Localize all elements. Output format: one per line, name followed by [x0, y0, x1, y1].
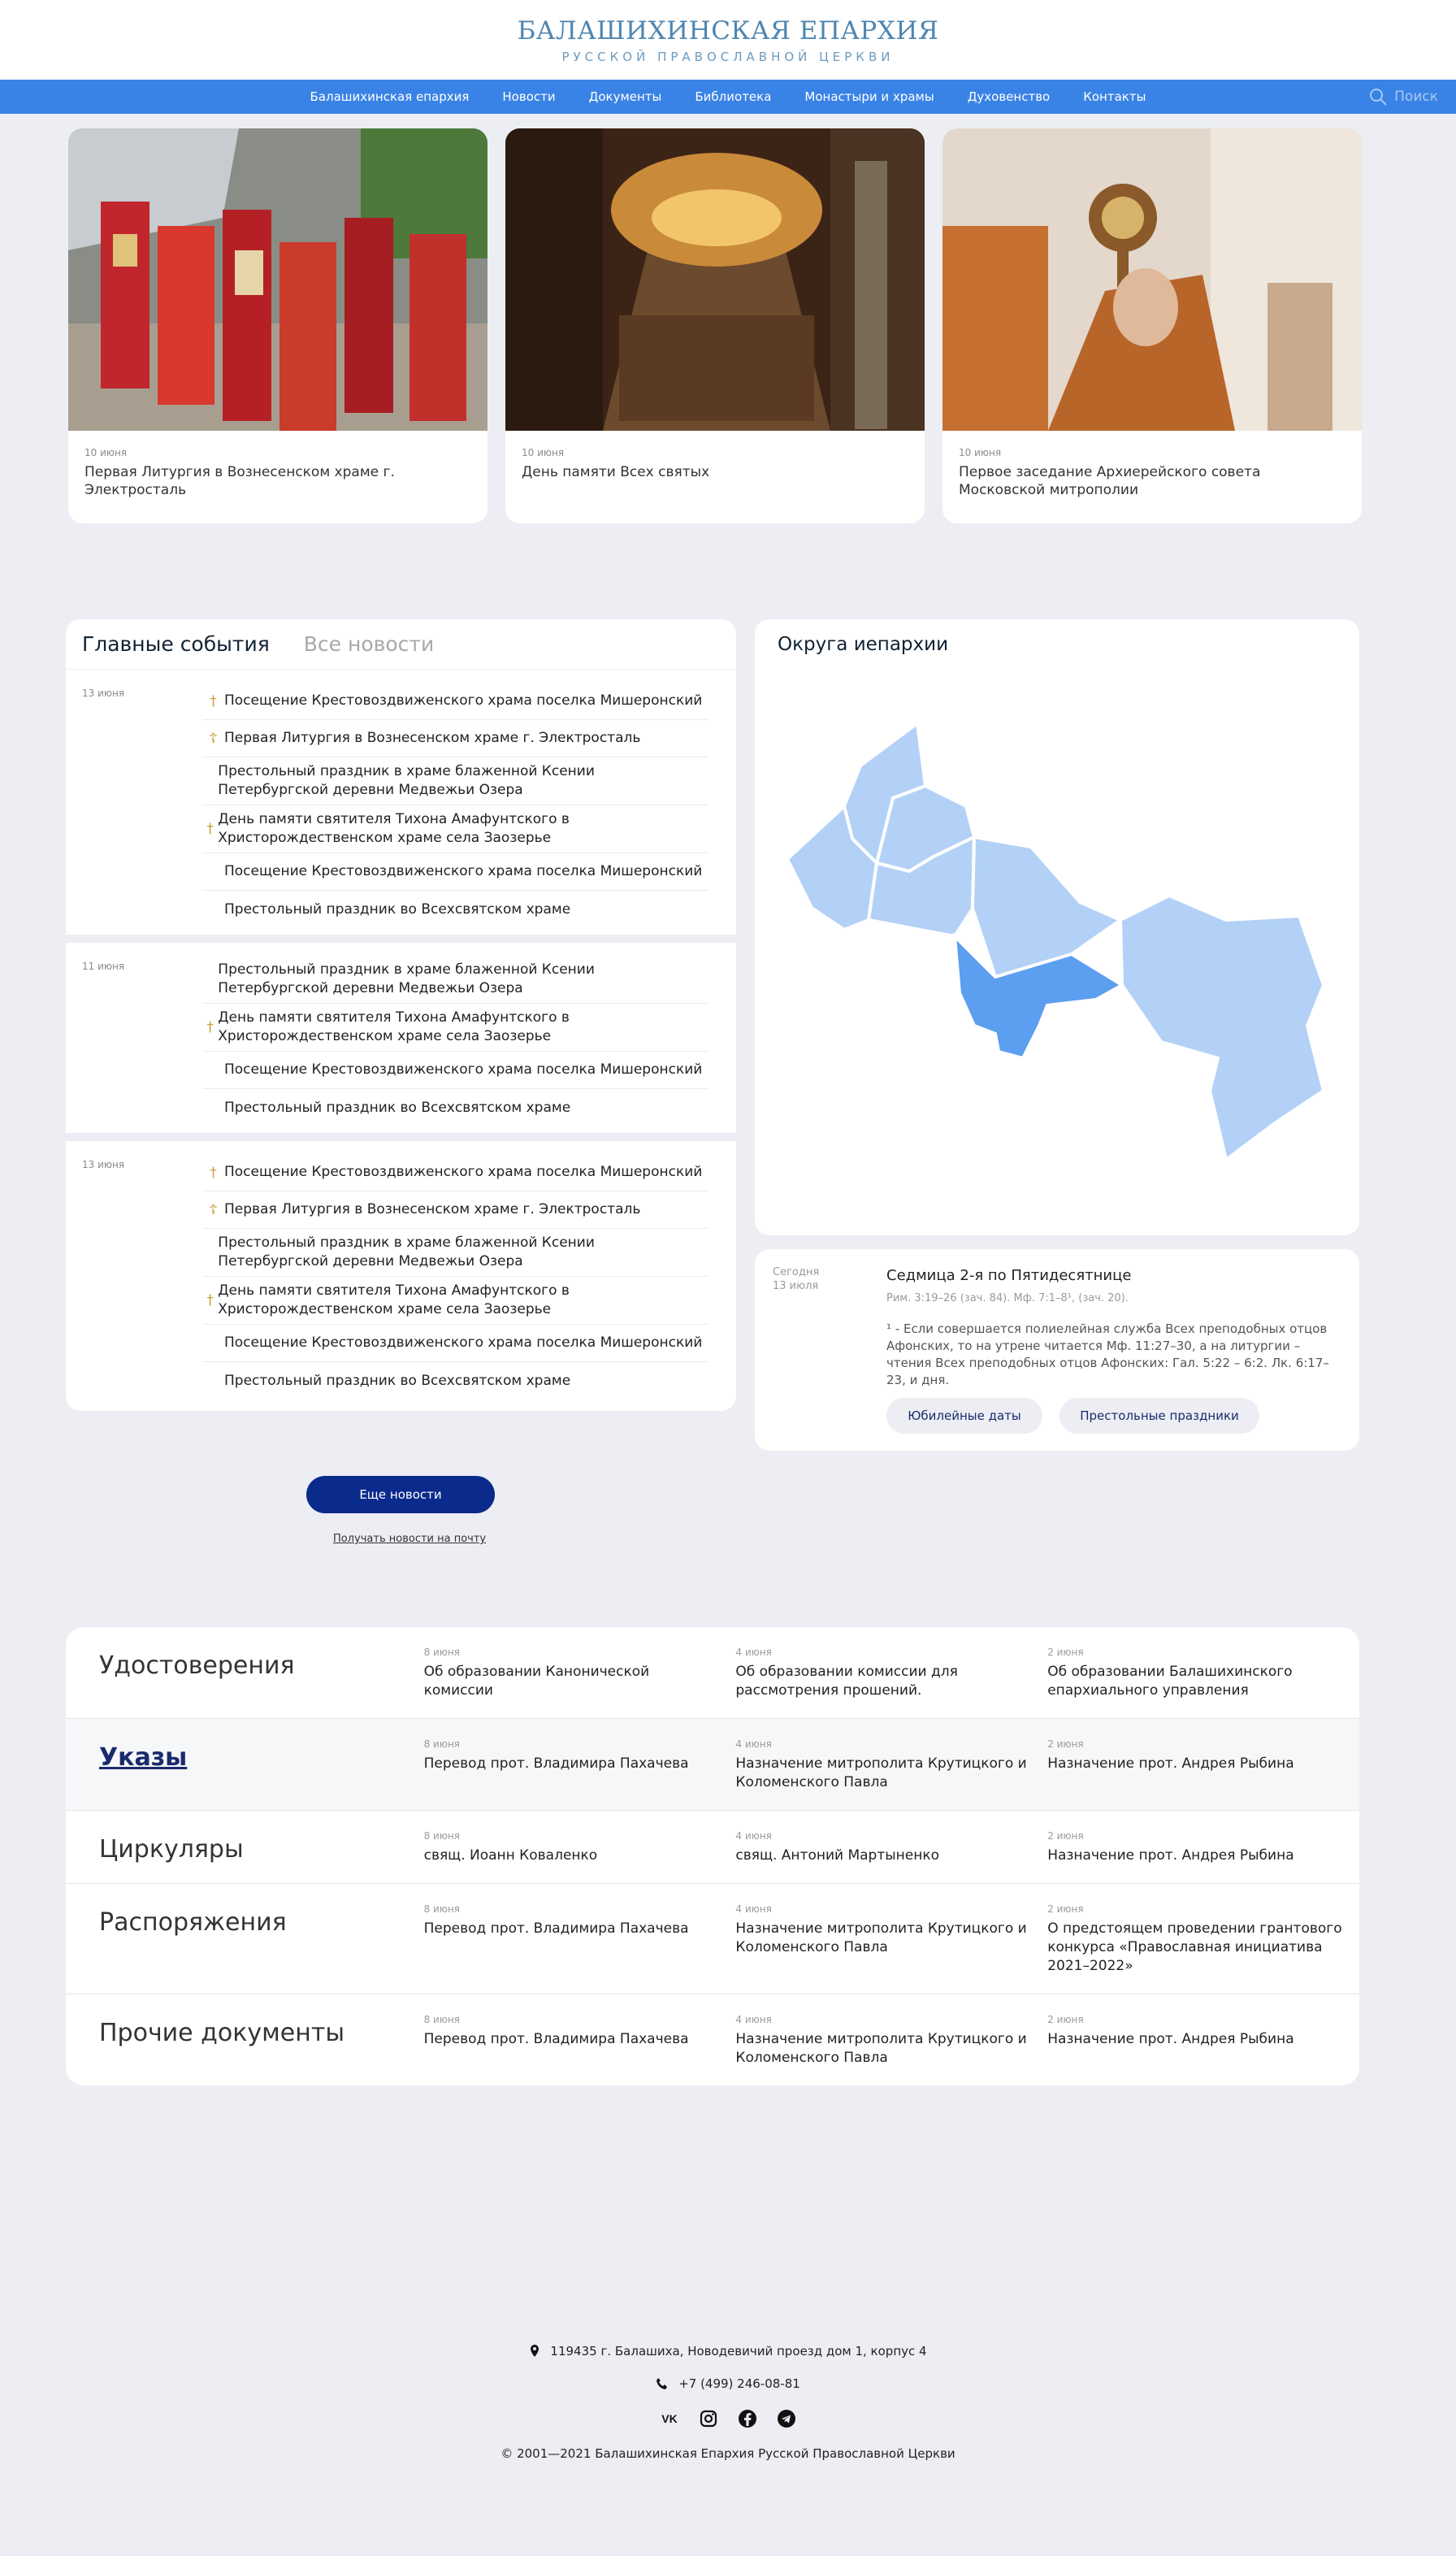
document-category-row [66, 1994, 1359, 2085]
event-item[interactable] [202, 720, 708, 757]
event-item-text[interactable]: Посещение Крестовоздвиженского храма поселка Мишеронский [224, 692, 703, 709]
events-list [202, 683, 708, 928]
document-date: 4 июня [735, 2014, 772, 2025]
patronal-feasts-button[interactable]: Престольные праздники [1060, 1398, 1259, 1434]
events-tabs [66, 619, 736, 670]
document-date: 4 июня [735, 1647, 772, 1658]
document-category-row [66, 1719, 1359, 1811]
event-item-text[interactable]: Престольный праздник в храме блаженной Ксении Петербургской деревни Медвежьи Озера [218, 961, 595, 996]
calendar-readings: Рим. 3:19–26 (зач. 84). Мф. 7:1–8¹, (зач. 20). [886, 1292, 1129, 1304]
document-date: 4 июня [735, 1830, 772, 1842]
document-title[interactable]: Перевод прот. Владимира Пахачева [423, 1920, 689, 1937]
tab-main-events[interactable]: Главные события [82, 632, 270, 656]
more-news-button[interactable]: Еще новости [306, 1476, 495, 1513]
document-title[interactable]: Об образовании Канонической комиссии [423, 1664, 650, 1699]
telegram-icon[interactable] [777, 2409, 796, 2428]
document-category-row [66, 1811, 1359, 1884]
vk-icon[interactable] [660, 2409, 679, 2428]
events-list [202, 1154, 708, 1400]
news-card-date: 10 июня [84, 447, 128, 458]
events-day-date: 13 июня [82, 1159, 125, 1170]
social-links [0, 2409, 1456, 2428]
event-item[interactable] [202, 1277, 708, 1325]
event-item-text[interactable]: День памяти святителя Тихона Амафунтского в Христорождественском храме села Заозерье [218, 811, 570, 846]
document-item[interactable] [1047, 2014, 1359, 2068]
event-item-text[interactable]: День памяти святителя Тихона Амафунтского в Христорождественском храме села Заозерье [218, 1009, 570, 1044]
footer-address [0, 2344, 1456, 2359]
event-item[interactable] [202, 1154, 708, 1191]
event-item-text[interactable]: Посещение Крестовоздвиженского храма поселка Мишеронский [224, 1334, 703, 1351]
document-title[interactable]: свящ. Антоний Мартыненко [735, 1847, 940, 1864]
cross-icon: ☦ [208, 730, 219, 747]
document-title[interactable]: Об образовании комиссии для рассмотрения прошений. [735, 1664, 958, 1699]
event-item[interactable] [202, 1362, 708, 1400]
document-item[interactable] [1047, 1647, 1359, 1700]
document-item[interactable] [424, 1903, 736, 1976]
document-item[interactable] [424, 1738, 736, 1792]
document-title[interactable]: Назначение митрополита Крутицкого и Коломенского Павла [735, 1920, 1027, 1955]
document-item[interactable] [1047, 1903, 1359, 1976]
news-card-title[interactable]: Первое заседание Архиерейского совета Московской митрополии [959, 464, 1261, 498]
site-title[interactable]: БАЛАШИХИНСКАЯ ЕПАРХИЯ [517, 15, 939, 46]
cross-icon: † [206, 1292, 214, 1308]
cross-icon: ☦ [208, 1201, 219, 1218]
event-item[interactable] [202, 757, 708, 805]
footer-address-text: 119435 г. Балашиха, Новодевичий проезд дом 1, корпус 4 [550, 2344, 927, 2359]
document-date: 8 июня [423, 1647, 461, 1658]
document-item[interactable] [735, 1738, 1047, 1792]
event-item[interactable] [202, 1325, 708, 1362]
calendar-today-label: Сегодня [773, 1266, 820, 1278]
districts-map-panel [755, 619, 1359, 1235]
event-item-text[interactable]: Престольный праздник в храме блаженной Ксении Петербургской деревни Медвежьи Озера [218, 1235, 595, 1269]
document-date: 2 июня [1047, 1903, 1084, 1915]
document-title[interactable]: Назначение прот. Андрея Рыбина [1047, 1755, 1294, 1772]
news-card[interactable] [68, 128, 488, 523]
document-title[interactable]: Назначение митрополита Крутицкого и Коломенского Павла [735, 1755, 1027, 1790]
nav-item-contacts[interactable]: Контакты [1083, 89, 1146, 104]
nav-item-news[interactable]: Новости [502, 89, 556, 104]
document-category-row [66, 1884, 1359, 1994]
event-item[interactable] [202, 683, 708, 720]
document-category-title[interactable]: Циркуляры [99, 1835, 244, 1864]
nav-item-monasteries[interactable]: Монастыри и храмы [804, 89, 934, 104]
event-item[interactable] [202, 1089, 708, 1126]
document-date: 2 июня [1047, 2014, 1084, 2025]
event-item-text[interactable]: Престольный праздник в храме блаженной Ксении Петербургской деревни Медвежьи Озера [218, 763, 595, 798]
document-category-title[interactable]: Распоряжения [99, 1908, 287, 1937]
district-east-central[interactable] [973, 837, 1120, 977]
document-date: 8 июня [423, 1738, 461, 1750]
events-day-block [66, 1141, 736, 1411]
calendar-today [773, 1265, 819, 1293]
nav-item-library[interactable]: Библиотека [695, 89, 772, 104]
document-title[interactable]: Назначение митрополита Крутицкого и Коломенского Павла [735, 2031, 1027, 2066]
events-day-date: 11 июня [82, 961, 125, 972]
cross-icon: † [206, 821, 214, 837]
event-item[interactable] [202, 1052, 708, 1089]
nav-item-eparchy[interactable]: Балашихинская епархия [310, 89, 470, 104]
calendar-description: ¹ - Если совершается полиелейная служба Всех преподобных отцов Афонских, то на утрене читается Мф. 11:27–30, а на литургии – чтения Всех преподобных отцов Афонских: Гал. 5:22 – 6:2. Лк. 6:17–23, и дня. [886, 1321, 1329, 1387]
news-card-image[interactable] [942, 128, 1362, 431]
event-item[interactable] [202, 1229, 708, 1277]
cross-icon: † [206, 1019, 214, 1035]
event-item-text[interactable]: Посещение Крестовоздвиженского храма поселка Мишеронский [224, 1164, 703, 1180]
event-item[interactable] [202, 956, 708, 1004]
jubilee-dates-button[interactable]: Юбилейные даты [886, 1398, 1042, 1434]
event-item-text[interactable]: Первая Литургия в Вознесенском храме г. Электросталь [224, 1201, 641, 1217]
document-item[interactable] [424, 2014, 736, 2068]
facebook-icon[interactable] [738, 2409, 757, 2428]
event-item[interactable] [202, 1004, 708, 1052]
events-day-date: 13 июня [82, 688, 125, 699]
document-date: 8 июня [423, 2014, 461, 2025]
document-title[interactable]: Назначение прот. Андрея Рыбина [1047, 2031, 1294, 2047]
subscribe-link[interactable]: Получать новости на почту [333, 1533, 487, 1545]
news-card-date: 10 июня [959, 447, 1002, 458]
copyright-text: © 2001—2021 Балашихинская Епархия Русской Православной Церкви [500, 2446, 956, 2461]
footer-phone-text[interactable]: +7 (499) 246-08-81 [678, 2376, 800, 2391]
main-navigation [0, 80, 1456, 114]
search-placeholder[interactable]: Поиск [1394, 89, 1438, 105]
document-item[interactable] [735, 1903, 1047, 1976]
instagram-icon[interactable] [699, 2409, 718, 2428]
events-list [202, 956, 708, 1126]
cross-icon: † [210, 1164, 217, 1181]
event-item-text[interactable]: Престольный праздник во Всехсвятском храме [224, 1099, 571, 1116]
nav-item-documents[interactable]: Документы [588, 89, 662, 104]
documents-section [66, 1627, 1359, 2085]
event-item-text[interactable]: Посещение Крестовоздвиженского храма поселка Мишеронский [224, 863, 703, 879]
church-calendar [755, 1249, 1359, 1451]
nav-item-clergy[interactable]: Духовенство [967, 89, 1051, 104]
document-title[interactable]: Перевод прот. Владимира Пахачева [423, 2031, 689, 2047]
map-title: Округа иепархии [778, 634, 949, 655]
document-date: 4 июня [735, 1903, 772, 1915]
document-date: 2 июня [1047, 1830, 1084, 1842]
news-card-date: 10 июня [522, 447, 565, 458]
document-date: 8 июня [423, 1830, 461, 1842]
news-card-title[interactable]: День памяти Всех святых [522, 464, 710, 480]
footer-phone [0, 2376, 1456, 2391]
document-category-title[interactable]: Прочие документы [99, 2019, 345, 2047]
footer [0, 2344, 1456, 2461]
news-card-title[interactable]: Первая Литургия в Вознесенском храме г. Электросталь [84, 464, 395, 498]
event-item[interactable] [202, 1191, 708, 1229]
location-pin-icon [529, 2345, 540, 2358]
event-item[interactable] [202, 805, 708, 853]
document-title[interactable]: Перевод прот. Владимира Пахачева [423, 1755, 689, 1772]
cross-icon: † [210, 692, 217, 710]
document-item[interactable] [1047, 1830, 1359, 1865]
event-item-text[interactable]: Престольный праздник во Всехсвятском храме [224, 1372, 571, 1389]
event-item[interactable] [202, 891, 708, 928]
tab-all-news[interactable]: Все новости [303, 632, 435, 656]
featured-news [68, 128, 1362, 523]
news-card[interactable] [505, 128, 925, 523]
event-item[interactable] [202, 853, 708, 891]
event-item-text[interactable]: Престольный праздник во Всехсвятском храме [224, 900, 571, 918]
document-title[interactable]: Об образовании Балашихинского епархиального управления [1047, 1664, 1293, 1699]
document-item[interactable] [735, 1647, 1047, 1700]
document-category-title[interactable]: Указы [99, 1743, 188, 1772]
document-category-title[interactable]: Удостоверения [99, 1651, 295, 1680]
svg-text:VK: VK [661, 2412, 678, 2425]
events-panel [66, 619, 736, 1411]
document-date: 2 июня [1047, 1647, 1084, 1658]
search-box[interactable] [1368, 80, 1438, 114]
calendar-title: Седмица 2-я по Пятидесятнице [886, 1267, 1132, 1284]
document-item[interactable] [424, 1647, 736, 1700]
document-item[interactable] [424, 1830, 736, 1865]
calendar-today-date: 13 июля [773, 1280, 819, 1292]
news-card-image[interactable] [68, 128, 488, 431]
district-east[interactable] [1120, 896, 1324, 1160]
site-subtitle: РУССКОЙ ПРАВОСЛАВНОЙ ЦЕРКВИ [561, 49, 895, 64]
document-title[interactable]: О предстоящем проведении грантового конкурса «Православная инициатива 2021–2022» [1047, 1920, 1342, 1974]
event-item-text[interactable]: День памяти святителя Тихона Амафунтского в Христорождественском храме села Заозерье [218, 1282, 570, 1317]
event-item-text[interactable]: Посещение Крестовоздвиженского храма поселка Мишеронский [224, 1061, 703, 1078]
news-card-image[interactable] [505, 128, 925, 431]
site-header [0, 0, 1456, 80]
document-item[interactable] [735, 1830, 1047, 1865]
document-category-row [66, 1627, 1359, 1719]
events-day-block [66, 943, 736, 1133]
news-card[interactable] [942, 128, 1362, 523]
document-date: 2 июня [1047, 1738, 1084, 1750]
document-item[interactable] [1047, 1738, 1359, 1792]
event-item-text[interactable]: Первая Литургия в Вознесенском храме г. Электросталь [224, 730, 641, 746]
districts-map [787, 717, 1324, 1172]
document-date: 4 июня [735, 1738, 772, 1750]
phone-icon [656, 2377, 669, 2390]
document-date: 8 июня [423, 1903, 461, 1915]
footer-copyright [0, 2446, 1456, 2461]
events-day-block [66, 670, 736, 935]
document-item[interactable] [735, 2014, 1047, 2068]
search-icon[interactable] [1368, 87, 1388, 106]
document-title[interactable]: Назначение прот. Андрея Рыбина [1047, 1847, 1294, 1864]
document-title[interactable]: свящ. Иоанн Коваленко [423, 1847, 598, 1864]
